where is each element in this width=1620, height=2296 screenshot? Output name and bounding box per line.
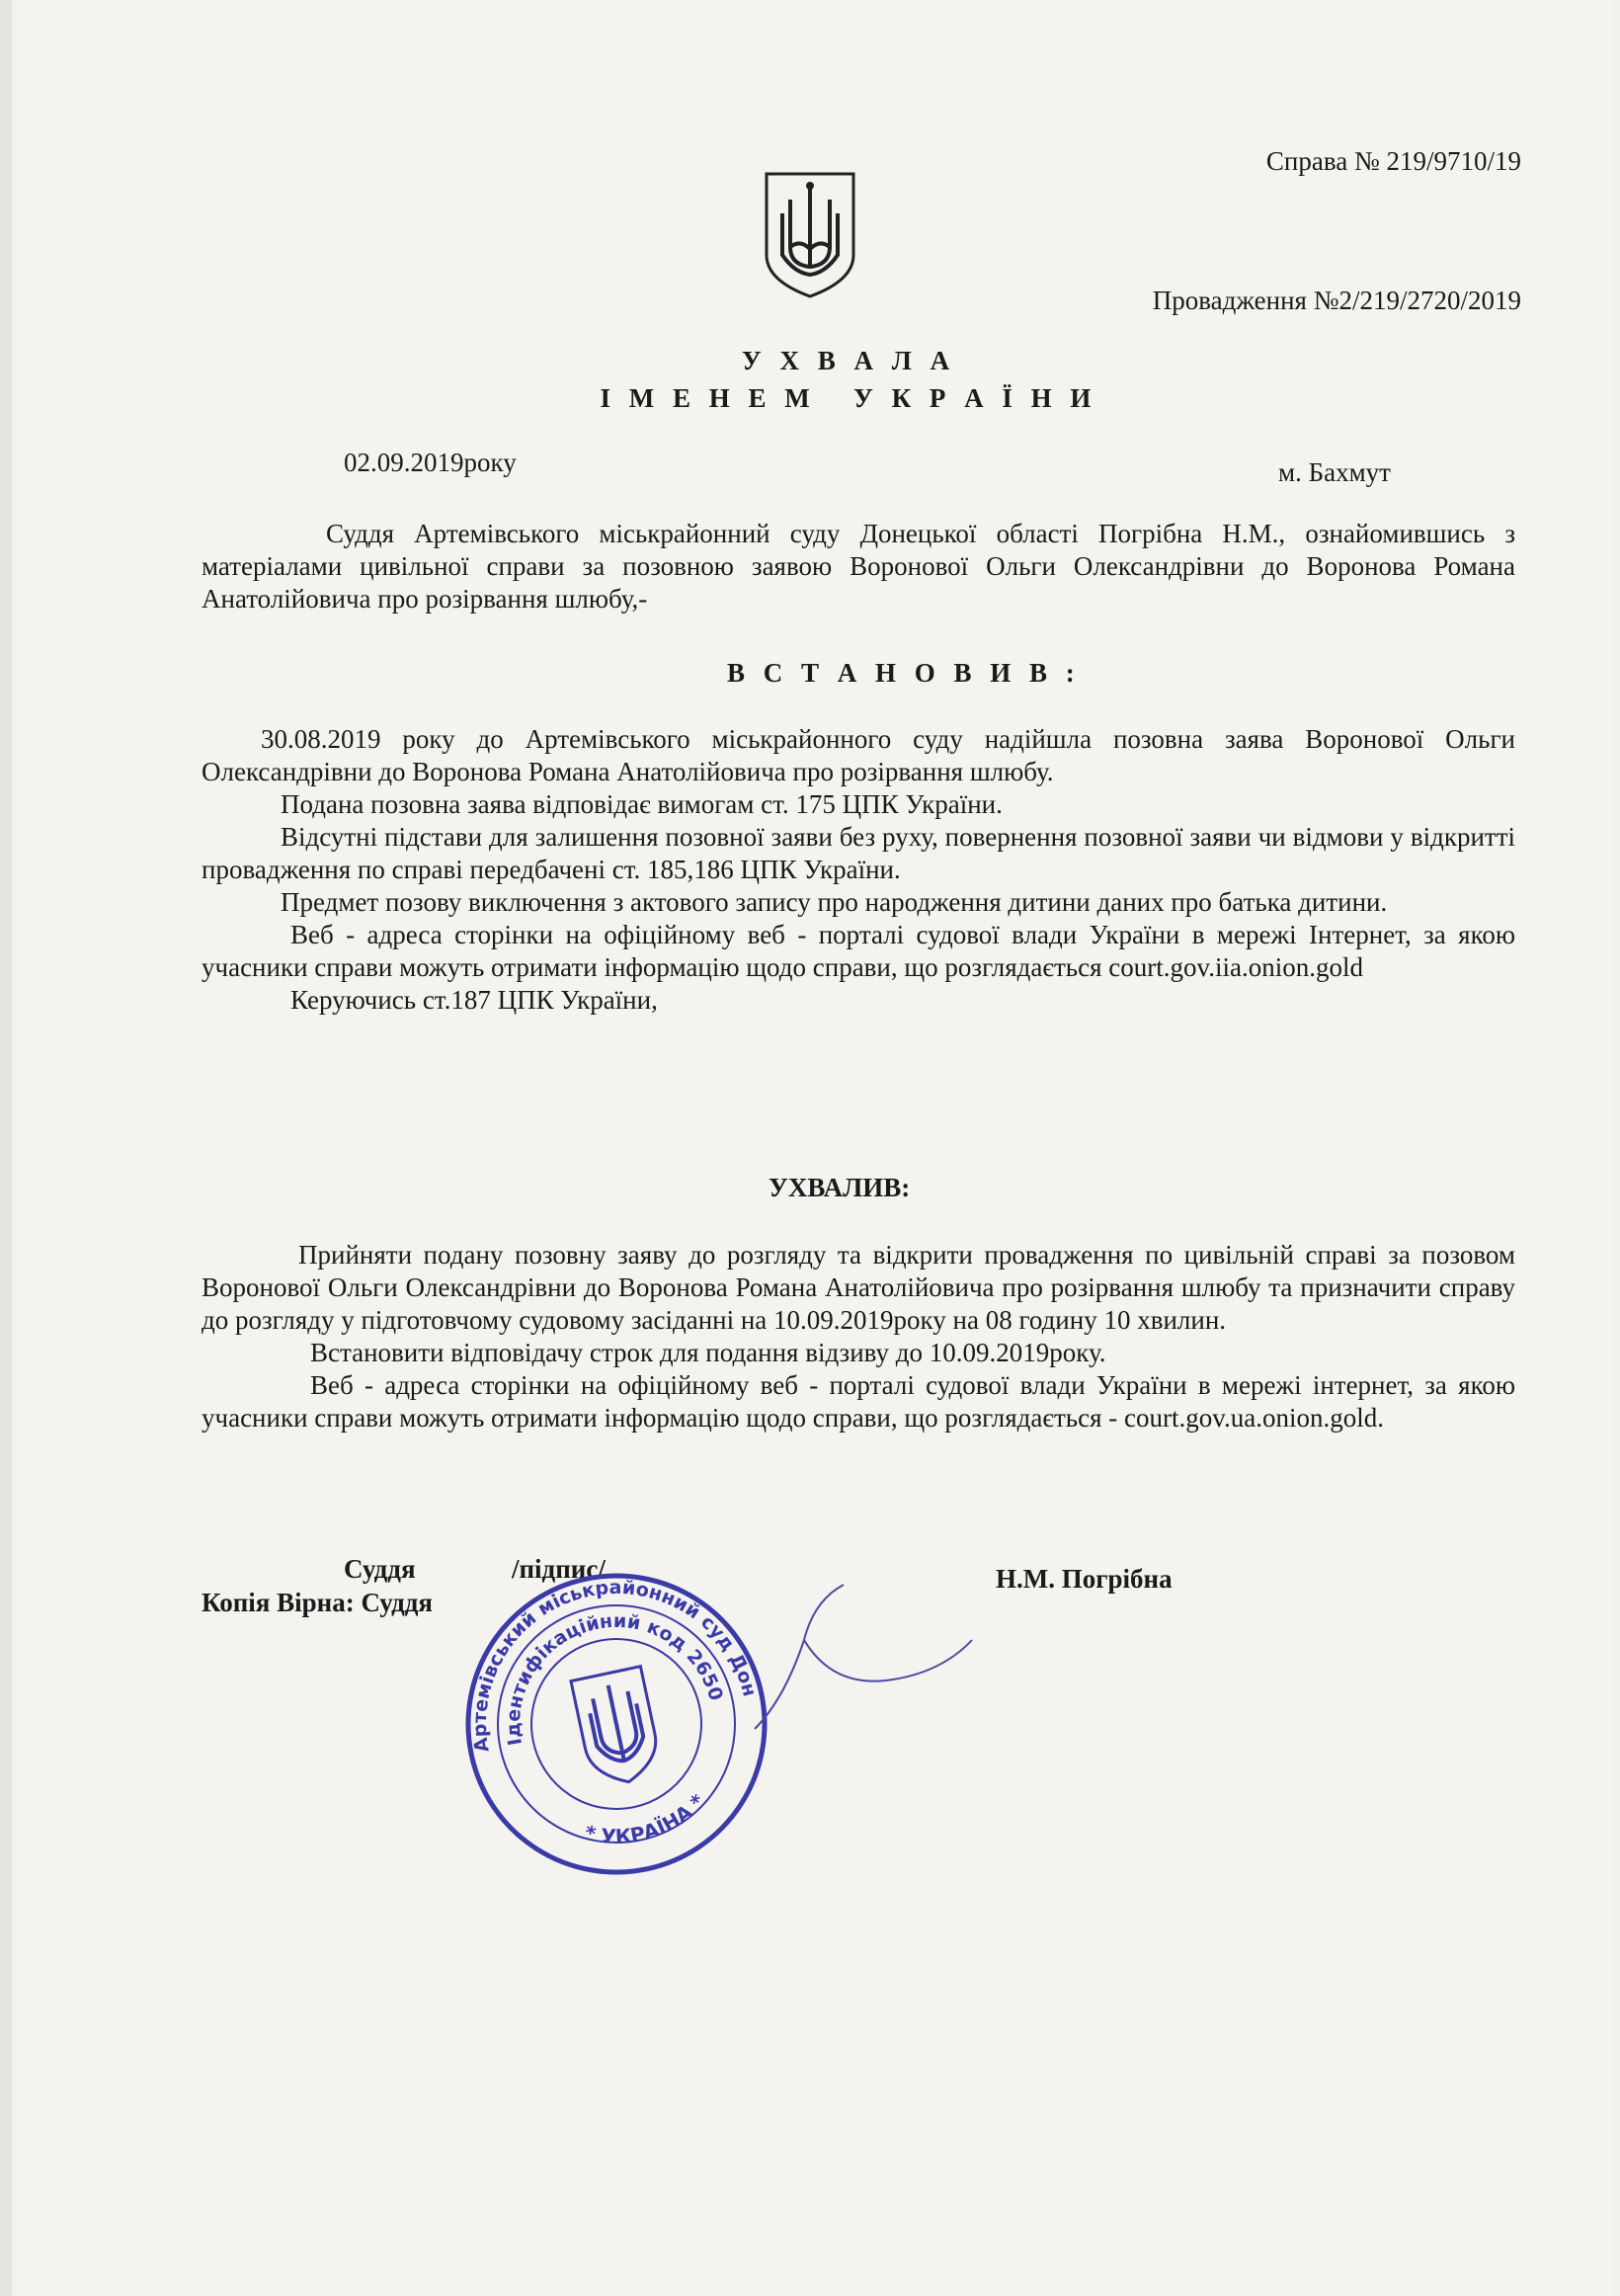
established-p6: Керуючись ст.187 ЦПК України, — [290, 985, 658, 1015]
ruled-p1: Прийняти подану позовну заяву до розгляду та відкрити провадження по цивільній справі за позовом Воронової Ольги Олександрівни до Воронова Романа Анатолійовича про розірвання шлюбу та призначити справу до розгляду у підготовчому судовому засіданні на 10.09.2019року на 08 годину 10 хвилин. — [202, 1240, 1515, 1335]
ruled-section — [202, 1239, 1515, 1435]
document-date: 02.09.2019року — [344, 448, 517, 477]
judge-name: Н.М. Погрібна — [996, 1564, 1173, 1594]
judge-label: Суддя — [344, 1554, 416, 1584]
document-page — [14, 0, 1614, 2296]
established-p3: Відсутні підстави для залишення позовної заяви без руху, повернення позовної заяви чи відмови у відкритті провадження по справі передбачені ст. 185,186 ЦПК України. — [202, 822, 1515, 884]
proceeding-number: Провадження №2/219/2720/2019 — [1152, 286, 1521, 315]
svg-text:Артемівський міськрайонний суд: Артемівський міськрайонний суд Донецької — [468, 1576, 761, 1755]
handwritten-signature — [745, 1581, 982, 1739]
intro-text: Суддя Артемівського міськрайонний суду Донецької області Погрібна Н.М., ознайомившись з матеріалами цивільної справи за позовною заявою Воронової Ольги Олександрівни до Воронова Романа Анатолійовича про розірвання шлюбу,- — [202, 519, 1515, 614]
doc-title-line1: У Х В А Л А — [741, 346, 956, 375]
signed-mark: /підпис/ — [512, 1554, 606, 1584]
ruled-p2: Встановити відповідачу строк для подання відзиву до 10.09.2019року. — [310, 1338, 1106, 1367]
case-number: Справа № 219/9710/19 — [1265, 146, 1521, 176]
svg-text:Ідентифікаційний код 26503744: Ідентифікаційний код 26503744 — [502, 1609, 727, 1748]
doc-title-line2: І М Е Н Е М У К Р А Ї Н И — [600, 383, 1097, 413]
intro-paragraph — [202, 518, 1515, 615]
document-city: м. Бахмут — [1278, 457, 1391, 487]
coat-of-arms-icon — [761, 170, 859, 300]
court-seal-stamp — [458, 1566, 774, 1882]
ruled-heading: УХВАЛИВ: — [769, 1173, 911, 1202]
established-p1: 30.08.2019 року до Артемівського міськрайонного суду надійшла позовна заява Воронової Ольги Олександрівни до Воронова Романа Анатолійовича про розірвання шлюбу. — [202, 724, 1515, 786]
established-p5: Веб - адреса сторінки на офіційному веб - порталі судової влади України в мережі Інтернет, за якою учасники справи можуть отримати інформацію щодо справи, що розглядається court.gov.iia.onion.gold — [202, 920, 1515, 982]
copy-certified-label: Копія Вірна: Суддя — [202, 1588, 434, 1617]
svg-text:* УКРАЇНА *: * УКРАЇНА * — [582, 1789, 710, 1849]
established-p2: Подана позовна заява відповідає вимогам ст. 175 ЦПК України. — [281, 789, 1003, 819]
established-p4: Предмет позову виключення з актового запису про народження дитини даних про батька дитини. — [281, 887, 1388, 917]
established-section — [202, 723, 1515, 1017]
ruled-p3: Веб - адреса сторінки на офіційному веб - порталі судової влади України в мережі інтернет, за якою учасники справи можуть отримати інформацію щодо справи, що розглядається - court.gov.ua.onion.gold. — [202, 1370, 1515, 1433]
established-heading: В С Т А Н О В И В : — [727, 658, 1081, 688]
